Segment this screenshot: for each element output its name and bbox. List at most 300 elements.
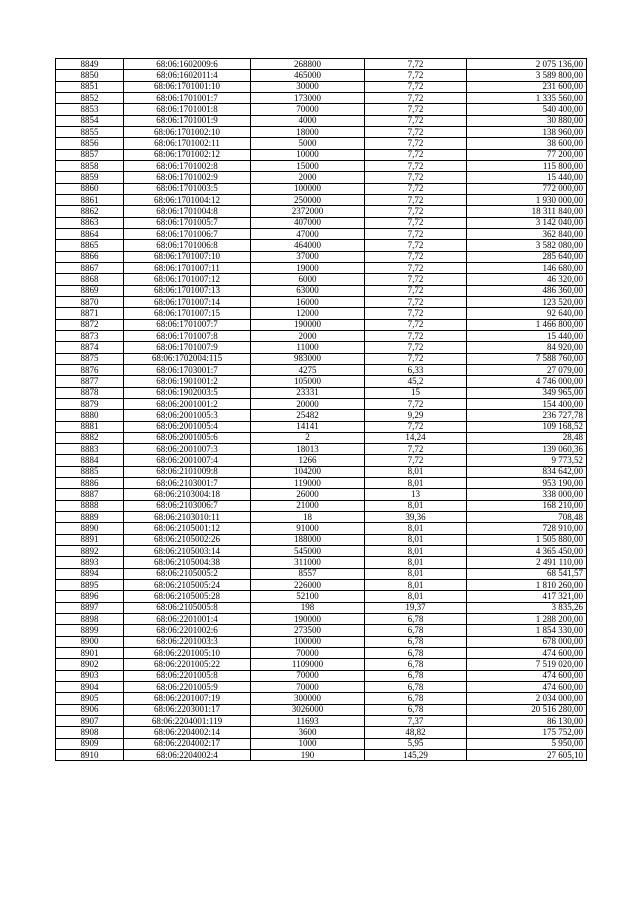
value-cell: 728 910,00 [467,523,587,534]
area-cell: 16000 [251,296,365,307]
table-row [56,183,587,194]
rate-cell: 7,72 [365,59,467,70]
cadastral-number-cell: 68:06:2204002:14 [124,727,251,738]
rate-cell: 5,95 [365,738,467,749]
table-row [56,636,587,647]
cadastral-number-cell: 68:06:2105003:14 [124,546,251,557]
row-number-cell: 8885 [56,466,124,477]
table-row [56,330,587,341]
rate-cell: 15 [365,387,467,398]
value-cell: 168 210,00 [467,500,587,511]
value-cell: 115 800,00 [467,160,587,171]
value-cell: 953 190,00 [467,478,587,489]
table-row [56,704,587,715]
cadastral-number-cell: 68:06:2103010:11 [124,512,251,523]
area-cell: 70000 [251,682,365,693]
rate-cell: 8,01 [365,591,467,602]
area-cell: 26000 [251,489,365,500]
rate-cell: 7,72 [365,194,467,205]
row-number-cell: 8880 [56,410,124,421]
cadastral-number-cell: 68:06:2001005:4 [124,421,251,432]
cadastral-number-cell: 68:06:2201001:4 [124,614,251,625]
area-cell: 190000 [251,614,365,625]
cadastral-number-cell: 68:06:1902003:5 [124,387,251,398]
area-cell: 198 [251,602,365,613]
rate-cell: 7,72 [365,285,467,296]
row-number-cell: 8881 [56,421,124,432]
table-row [56,489,587,500]
cadastral-number-cell: 68:06:1701002:12 [124,149,251,160]
row-number-cell: 8899 [56,625,124,636]
row-number-cell: 8892 [56,546,124,557]
area-cell: 407000 [251,217,365,228]
value-cell: 175 752,00 [467,727,587,738]
cadastral-number-cell: 68:06:1701007:10 [124,251,251,262]
table-row [56,319,587,330]
table-row [56,81,587,92]
area-cell: 18000 [251,126,365,137]
area-cell: 21000 [251,500,365,511]
area-cell: 23331 [251,387,365,398]
value-cell: 138 960,00 [467,126,587,137]
table-row [56,659,587,670]
rate-cell: 7,72 [365,149,467,160]
value-cell: 146 680,00 [467,262,587,273]
cadastral-number-cell: 68:06:2204002:4 [124,750,251,761]
table-row [56,353,587,364]
rate-cell: 7,72 [365,138,467,149]
table-body [56,59,587,761]
rate-cell: 7,72 [365,262,467,273]
table-row [56,149,587,160]
value-cell: 1 930 000,00 [467,194,587,205]
cadastral-number-cell: 68:06:2103006:7 [124,500,251,511]
cadastral-number-cell: 68:06:1701001:8 [124,104,251,115]
value-cell: 7 519 020,00 [467,659,587,670]
value-cell: 3 589 800,00 [467,70,587,81]
value-cell: 338 000,00 [467,489,587,500]
row-number-cell: 8909 [56,738,124,749]
value-cell: 3 835,26 [467,602,587,613]
value-cell: 46 320,00 [467,274,587,285]
area-cell: 2000 [251,330,365,341]
rate-cell: 6,78 [365,625,467,636]
rate-cell: 8,01 [365,568,467,579]
cadastral-number-cell: 68:06:1701002:8 [124,160,251,171]
row-number-cell: 8907 [56,716,124,727]
value-cell: 139 060,36 [467,444,587,455]
area-cell: 6000 [251,274,365,285]
row-number-cell: 8861 [56,194,124,205]
rate-cell: 6,78 [365,704,467,715]
value-cell: 474 600,00 [467,670,587,681]
rate-cell: 7,72 [365,126,467,137]
row-number-cell: 8870 [56,296,124,307]
value-cell: 84 920,00 [467,342,587,353]
rate-cell: 7,72 [365,228,467,239]
table-row [56,444,587,455]
area-cell: 18 [251,512,365,523]
cadastral-number-cell: 68:06:1701007:11 [124,262,251,273]
cadastral-number-cell: 68:06:2105005:28 [124,591,251,602]
row-number-cell: 8855 [56,126,124,137]
table-row [56,738,587,749]
rate-cell: 7,72 [365,342,467,353]
rate-cell: 6,78 [365,614,467,625]
table-row [56,115,587,126]
rate-cell: 14,24 [365,432,467,443]
value-cell: 15 440,00 [467,172,587,183]
cadastral-number-cell: 68:06:1701007:9 [124,342,251,353]
rate-cell: 7,72 [365,251,467,262]
rate-cell: 8,01 [365,534,467,545]
value-cell: 4 365 450,00 [467,546,587,557]
rate-cell: 13 [365,489,467,500]
table-row [56,410,587,421]
table-row [56,500,587,511]
cadastral-number-cell: 68:06:1701001:7 [124,92,251,103]
rate-cell: 7,72 [365,421,467,432]
table-row [56,478,587,489]
row-number-cell: 8876 [56,364,124,375]
rate-cell: 7,37 [365,716,467,727]
area-cell: 465000 [251,70,365,81]
row-number-cell: 8910 [56,750,124,761]
rate-cell: 6,78 [365,693,467,704]
value-cell: 7 588 760,00 [467,353,587,364]
table-row [56,523,587,534]
value-cell: 678 000,00 [467,636,587,647]
value-cell: 1 466 800,00 [467,319,587,330]
row-number-cell: 8906 [56,704,124,715]
cadastral-number-cell: 68:06:1701007:7 [124,319,251,330]
area-cell: 11693 [251,716,365,727]
value-cell: 4 746 000,00 [467,376,587,387]
area-cell: 3600 [251,727,365,738]
rate-cell: 7,72 [365,160,467,171]
area-cell: 91000 [251,523,365,534]
row-number-cell: 8862 [56,206,124,217]
row-number-cell: 8852 [56,92,124,103]
rate-cell: 7,72 [365,81,467,92]
table-row [56,138,587,149]
row-number-cell: 8903 [56,670,124,681]
table-row [56,580,587,591]
area-cell: 25482 [251,410,365,421]
table-row [56,217,587,228]
value-cell: 1 288 200,00 [467,614,587,625]
cadastral-number-cell: 68:06:2105001:12 [124,523,251,534]
area-cell: 105000 [251,376,365,387]
row-number-cell: 8866 [56,251,124,262]
area-cell: 20000 [251,398,365,409]
cadastral-number-cell: 68:06:2201003:3 [124,636,251,647]
row-number-cell: 8863 [56,217,124,228]
row-number-cell: 8882 [56,432,124,443]
table-row [56,296,587,307]
table-row [56,716,587,727]
rate-cell: 7,72 [365,319,467,330]
table-row [56,240,587,251]
cadastral-number-cell: 68:06:1703001:7 [124,364,251,375]
area-cell: 311000 [251,557,365,568]
row-number-cell: 8901 [56,648,124,659]
cadastral-number-cell: 68:06:2105004:38 [124,557,251,568]
value-cell: 123 520,00 [467,296,587,307]
row-number-cell: 8851 [56,81,124,92]
cadastral-number-cell: 68:06:1702004:115 [124,353,251,364]
area-cell: 18013 [251,444,365,455]
area-cell: 2372000 [251,206,365,217]
area-cell: 190 [251,750,365,761]
row-number-cell: 8875 [56,353,124,364]
table-row [56,262,587,273]
rate-cell: 7,72 [365,308,467,319]
row-number-cell: 8857 [56,149,124,160]
area-cell: 250000 [251,194,365,205]
row-number-cell: 8849 [56,59,124,70]
row-number-cell: 8869 [56,285,124,296]
rate-cell: 7,72 [365,240,467,251]
area-cell: 4275 [251,364,365,375]
area-cell: 70000 [251,648,365,659]
value-cell: 708,48 [467,512,587,523]
rate-cell: 9,29 [365,410,467,421]
rate-cell: 45,2 [365,376,467,387]
row-number-cell: 8856 [56,138,124,149]
table-row [56,104,587,115]
row-number-cell: 8872 [56,319,124,330]
value-cell: 3 142 040,00 [467,217,587,228]
rate-cell: 8,01 [365,546,467,557]
area-cell: 63000 [251,285,365,296]
value-cell: 772 000,00 [467,183,587,194]
rate-cell: 145,29 [365,750,467,761]
cadastral-number-cell: 68:06:1701004:12 [124,194,251,205]
table-row [56,228,587,239]
area-cell: 2000 [251,172,365,183]
value-cell: 68 541,57 [467,568,587,579]
row-number-cell: 8886 [56,478,124,489]
row-number-cell: 8894 [56,568,124,579]
cadastral-number-cell: 68:06:1901001:2 [124,376,251,387]
table-row [56,376,587,387]
cadastral-number-cell: 68:06:1701001:9 [124,115,251,126]
rate-cell: 6,78 [365,636,467,647]
cadastral-number-cell: 68:06:1602009:6 [124,59,251,70]
value-cell: 1 854 330,00 [467,625,587,636]
cadastral-number-cell: 68:06:2001001:2 [124,398,251,409]
value-cell: 2 034 000,00 [467,693,587,704]
table-row [56,625,587,636]
area-cell: 226000 [251,580,365,591]
table-row [56,670,587,681]
value-cell: 3 582 080,00 [467,240,587,251]
rate-cell: 7,72 [365,70,467,81]
cadastral-number-cell: 68:06:1602011:4 [124,70,251,81]
table-row [56,92,587,103]
value-cell: 28,48 [467,432,587,443]
row-number-cell: 8860 [56,183,124,194]
value-cell: 86 130,00 [467,716,587,727]
rate-cell: 6,33 [365,364,467,375]
table-row [56,172,587,183]
row-number-cell: 8853 [56,104,124,115]
table-row [56,70,587,81]
rate-cell: 8,01 [365,557,467,568]
table-row [56,274,587,285]
rate-cell: 7,72 [365,353,467,364]
row-number-cell: 8905 [56,693,124,704]
table-row [56,682,587,693]
area-cell: 8557 [251,568,365,579]
cadastral-number-cell: 68:06:2103001:7 [124,478,251,489]
value-cell: 5 950,00 [467,738,587,749]
area-cell: 5000 [251,138,365,149]
table-row [56,602,587,613]
area-cell: 268800 [251,59,365,70]
area-cell: 4000 [251,115,365,126]
row-number-cell: 8850 [56,70,124,81]
value-cell: 27 605,10 [467,750,587,761]
area-cell: 104200 [251,466,365,477]
rate-cell: 6,78 [365,659,467,670]
value-cell: 285 640,00 [467,251,587,262]
area-cell: 47000 [251,228,365,239]
row-number-cell: 8898 [56,614,124,625]
row-number-cell: 8859 [56,172,124,183]
cadastral-number-cell: 68:06:1701007:13 [124,285,251,296]
cadastral-number-cell: 68:06:1701007:14 [124,296,251,307]
cadastral-number-cell: 68:06:1701006:7 [124,228,251,239]
row-number-cell: 8884 [56,455,124,466]
rate-cell: 7,72 [365,206,467,217]
area-cell: 300000 [251,693,365,704]
cadastral-number-cell: 68:06:1701001:10 [124,81,251,92]
area-cell: 11000 [251,342,365,353]
area-cell: 1266 [251,455,365,466]
row-number-cell: 8888 [56,500,124,511]
rate-cell: 7,72 [365,172,467,183]
value-cell: 9 773,52 [467,455,587,466]
table-row [56,126,587,137]
area-cell: 1109000 [251,659,365,670]
area-cell: 1000 [251,738,365,749]
rate-cell: 7,72 [365,217,467,228]
value-cell: 474 600,00 [467,648,587,659]
value-cell: 1 505 880,00 [467,534,587,545]
rate-cell: 8,01 [365,500,467,511]
area-cell: 119000 [251,478,365,489]
cadastral-value-table [55,58,587,761]
cadastral-number-cell: 68:06:1701003:5 [124,183,251,194]
cadastral-number-cell: 68:06:1701007:12 [124,274,251,285]
area-cell: 3026000 [251,704,365,715]
row-number-cell: 8864 [56,228,124,239]
value-cell: 834 642,00 [467,466,587,477]
table-row [56,206,587,217]
row-number-cell: 8900 [56,636,124,647]
rate-cell: 7,72 [365,92,467,103]
cadastral-number-cell: 68:06:2105005:2 [124,568,251,579]
value-cell: 15 440,00 [467,330,587,341]
row-number-cell: 8879 [56,398,124,409]
area-cell: 15000 [251,160,365,171]
row-number-cell: 8878 [56,387,124,398]
cadastral-number-cell: 68:06:2001005:3 [124,410,251,421]
table-row [56,693,587,704]
cadastral-number-cell: 68:06:2204002:17 [124,738,251,749]
value-cell: 540 400,00 [467,104,587,115]
row-number-cell: 8893 [56,557,124,568]
cadastral-number-cell: 68:06:1701002:10 [124,126,251,137]
area-cell: 19000 [251,262,365,273]
rate-cell: 39,36 [365,512,467,523]
cadastral-number-cell: 68:06:2201002:6 [124,625,251,636]
table-row [56,591,587,602]
table-row [56,364,587,375]
area-cell: 70000 [251,670,365,681]
rate-cell: 7,72 [365,183,467,194]
rate-cell: 7,72 [365,330,467,341]
cadastral-number-cell: 68:06:2204001:119 [124,716,251,727]
area-cell: 464000 [251,240,365,251]
value-cell: 486 360,00 [467,285,587,296]
row-number-cell: 8877 [56,376,124,387]
area-cell: 100000 [251,183,365,194]
rate-cell: 7,72 [365,398,467,409]
value-cell: 77 200,00 [467,149,587,160]
value-cell: 236 727,78 [467,410,587,421]
area-cell: 188000 [251,534,365,545]
rate-cell: 7,72 [365,115,467,126]
table-row [56,455,587,466]
area-cell: 273500 [251,625,365,636]
cadastral-number-cell: 68:06:1701007:8 [124,330,251,341]
table-row [56,342,587,353]
value-cell: 27 079,00 [467,364,587,375]
rate-cell: 48,82 [365,727,467,738]
area-cell: 12000 [251,308,365,319]
area-cell: 37000 [251,251,365,262]
row-number-cell: 8883 [56,444,124,455]
cadastral-number-cell: 68:06:2201005:8 [124,670,251,681]
rate-cell: 8,01 [365,580,467,591]
value-cell: 2 491 110,00 [467,557,587,568]
row-number-cell: 8896 [56,591,124,602]
rate-cell: 7,72 [365,104,467,115]
table-row [56,466,587,477]
rate-cell: 7,72 [365,296,467,307]
table-row [56,160,587,171]
value-cell: 38 600,00 [467,138,587,149]
row-number-cell: 8873 [56,330,124,341]
cadastral-number-cell: 68:06:2001007:3 [124,444,251,455]
cadastral-number-cell: 68:06:2001005:6 [124,432,251,443]
cadastral-number-cell: 68:06:1701004:8 [124,206,251,217]
table-row [56,648,587,659]
cadastral-number-cell: 68:06:2105005:8 [124,602,251,613]
row-number-cell: 8858 [56,160,124,171]
area-cell: 190000 [251,319,365,330]
cadastral-number-cell: 68:06:2001007:4 [124,455,251,466]
row-number-cell: 8871 [56,308,124,319]
table-row [56,512,587,523]
cadastral-number-cell: 68:06:1701005:7 [124,217,251,228]
table-row [56,308,587,319]
value-cell: 1 810 260,00 [467,580,587,591]
rate-cell: 6,78 [365,682,467,693]
